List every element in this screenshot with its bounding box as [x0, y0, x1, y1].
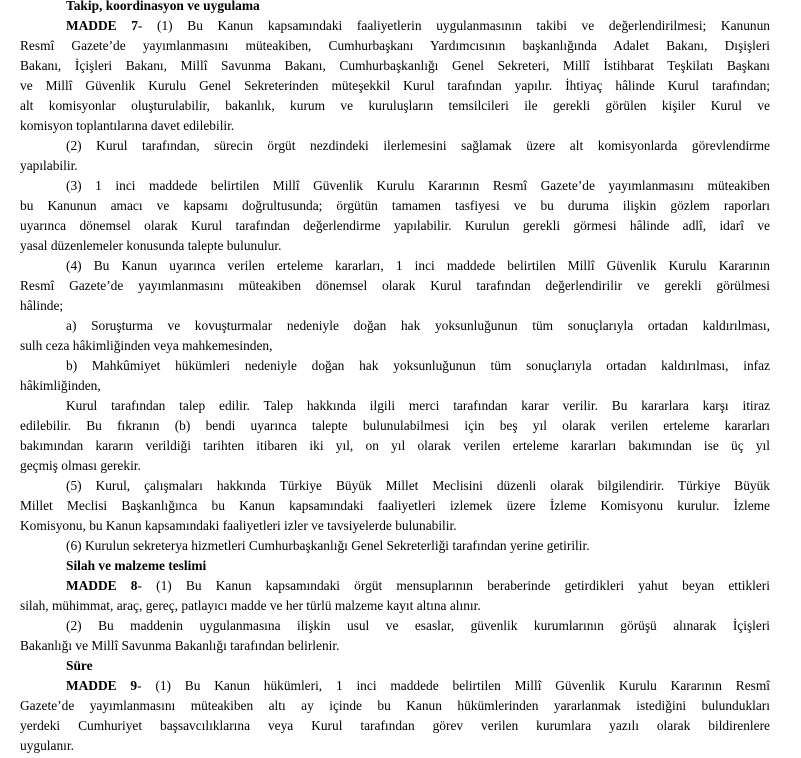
request-para-line-2: edilebilir. Bu fıkranın (b) bendi uyarınca talepte bulunulabilmesi için beş yıl olarak verilen erteleme kararları	[20, 418, 770, 433]
article-8-line-1: MADDE 8- (1) Bu Kanun kapsamındaki örgüt mensuplarının beraberinde getirdikleri yahut beyan ettikleri	[66, 578, 770, 593]
article-7-para-3-line-4: yasal düzenlemeler konusunda talepte bulunulur.	[20, 238, 282, 253]
article-7-label: MADDE 7	[66, 18, 138, 33]
article-7-para-5-line-3: Komisyonu, bu Kanun kapsamındaki faaliyetleri izler ve tavsiyelerde bulunabilir.	[20, 518, 457, 533]
article-7-para-6-line-1: (6) Kurulun sekreterya hizmetleri Cumhurbaşkanlığı Genel Sekreterliği tarafından yerine getirilir.	[66, 538, 590, 553]
article-7-para-4-line-1: (4) Bu Kanun uyarınca verilen erteleme kararları, 1 inci maddede belirtilen Millî Güvenlik Kurulu Kararının	[66, 258, 770, 273]
article-7-line-2: Resmî Gazete’de yayımlanmasını müteakiben, Cumhurbaşkanı Yardımcısının başkanlığında Adalet Bakanı, Dışişleri	[20, 38, 770, 53]
article-7-para-4-line-3: hâlinde;	[20, 298, 64, 313]
article-8-label: MADDE 8	[66, 578, 138, 593]
clause-a-line-1: a) Soruşturma ve kovuşturmalar nedeniyle doğan hak yoksunluğunun tüm sonuçlarıyla ortadan kaldırılması,	[66, 318, 770, 333]
clause-a-line-2: sulh ceza hâkimliğinden veya mahkemesinden,	[20, 338, 273, 353]
article-7-line-1: MADDE 7- (1) Bu Kanun kapsamındaki faaliyetlerin uygulanmasının takibi ve değerlendirilmesi; Kanunun	[66, 18, 770, 33]
article-8-para-2-line-2: Bakanlığı ve Millî Savunma Bakanlığı tarafından belirlenir.	[20, 638, 340, 653]
article-8-para-2-line-1: (2) Bu maddenin uygulanmasına ilişkin usul ve esaslar, güvenlik kurumlarının görüşü alınarak İçişleri	[66, 618, 770, 633]
section-heading-sure: Süre	[66, 658, 93, 673]
article-7-line-3: Bakanı, İçişleri Bakanı, Millî Savunma Bakanı, Cumhurbaşkanlığı Genel Sekreteri, Millî İstihbarat Teşkilatı Başkanı	[20, 58, 770, 73]
article-7-para-3-line-2: bu Kanunun amacı ve kapsamı doğrultusunda; örgütün tamamen tasfiyesi ve bu duruma ilişkin gözlem raporları	[20, 198, 770, 213]
request-para-line-4: geçmiş olması gerekir.	[20, 458, 141, 473]
article-7-para-3-line-1: (3) 1 inci maddede belirtilen Millî Güvenlik Kurulu Kararının Resmî Gazete’de yayımlanmasını müteakiben	[66, 178, 770, 193]
article-8-line-2: silah, mühimmat, araç, gereç, patlayıcı madde ve her türlü malzeme kayıt altına alınır.	[20, 598, 481, 613]
article-9-line-4: uygulanır.	[20, 738, 74, 753]
article-7-line-4: ve Millî Güvenlik Kurulu Genel Sekreterinden müteşekkil Kurul tarafından yapılır. İhtiyaç hâlinde Kurul tarafından;	[20, 78, 770, 93]
article-9-line-2: Gazete’de yayımlanmasını müteakiben altı ay içinde bu Kanun hükümlerinden yararlanmak istediğini bulundukları	[20, 698, 770, 713]
article-7-para-3-line-3: uyarınca dönemsel olarak Kurul tarafından değerlendirme yapılabilir. Kurulun gerekli görmesi hâlinde adlî, idarî ve	[20, 218, 770, 233]
article-7-para-4-line-2: Resmî Gazete’de yayımlanmasını müteakiben dönemsel olarak Kurul tarafından değerlendirilir ve gerekli görülmesi	[20, 278, 770, 293]
section-heading-silah: Silah ve malzeme teslimi	[66, 558, 207, 573]
article-7-para-5-line-1: (5) Kurul, çalışmaları hakkında Türkiye Büyük Millet Meclisini düzenli olarak bilgilendirir. Türkiye Büyük	[66, 478, 770, 493]
request-para-line-3: bakımından kararın verildiği tarihten itibaren iki yıl, on yıl olarak verilen erteleme kararları bakımından ise üç yıl	[20, 438, 770, 453]
article-7-para-2-line-1: (2) Kurul tarafından, sürecin örgüt nezdindeki ilerlemesini sağlamak üzere alt komisyonlarda görevlendirme	[66, 138, 770, 153]
request-para-line-1: Kurul tarafından talep edilir. Talep hakkında ilgili merci tarafından karar verilir. Bu kararlara karşı itiraz	[66, 398, 770, 413]
article-9-line-1: MADDE 9- (1) Bu Kanun hükümleri, 1 inci maddede belirtilen Millî Güvenlik Kurulu Kararının Resmî	[66, 678, 770, 693]
article-9-line-3: yerdeki Cumhuriyet başsavcılıklarına veya Kurul tarafından görev verilen kurumlara yazılı olarak bildirenlere	[20, 718, 770, 733]
article-7-line-5: alt komisyonlar oluşturulabilir, bakanlık, kurum ve kuruluşların temsilcileri ile gerekli görülen kişiler Kurul ve	[20, 98, 770, 113]
section-heading-takip: Takip, koordinasyon ve uygulama	[66, 0, 260, 13]
article-9-label: MADDE 9	[66, 678, 138, 693]
article-7-para-2-line-2: yapılabilir.	[20, 158, 78, 173]
article-7-para-5-line-2: Millet Meclisi Başkanlığınca bu Kanun kapsamındaki faaliyetleri izlemek üzere İzleme Komisyonu kurulur. İzleme	[20, 498, 770, 513]
article-7-line-6: komisyon toplantılarına davet edilebilir.	[20, 118, 235, 133]
clause-b-line-1: b) Mahkûmiyet hükümleri nedeniyle doğan hak yoksunluğunun tüm sonuçlarıyla ortadan kaldırılması, infaz	[66, 358, 770, 373]
clause-b-line-2: hâkimliğinden,	[20, 378, 101, 393]
